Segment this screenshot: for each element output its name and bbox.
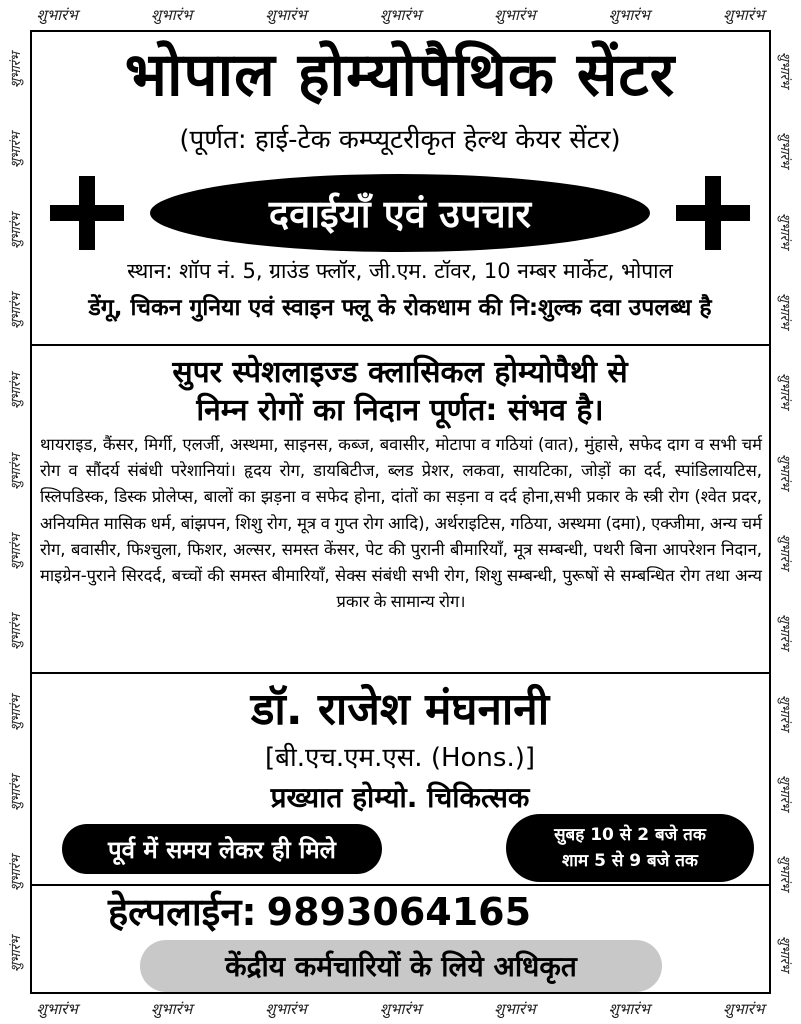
helpline-label: हेल्पलाईन: — [108, 890, 257, 934]
medicine-banner: दवाईयाँ एवं उपचार — [150, 174, 650, 252]
doctor-title: प्रख्यात होम्यो. चिकित्सक — [270, 781, 530, 814]
divider — [32, 344, 769, 346]
treatment-heading: सुपर स्पेशलाइज्ड क्लासिकल होम्योपैथी से निम्न रोगों का निदान पूर्णत: संभव है। — [172, 355, 628, 428]
border-top: शुभारंभ शुभारंभ शुभारंभ शुभारंभ शुभारंभ शुभारंभ शुभारंभ — [36, 6, 765, 24]
border-left: शुभारंभ शुभारंभ शुभारंभ शुभारंभ शुभारंभ शुभारंभ शुभारंभ शुभारंभ शुभारंभ शुभारंभ शुभारंभ शुभारंभ — [9, 52, 24, 972]
authorized-banner: केंद्रीय कर्मचारियों के लिये अधिकृत — [140, 940, 662, 992]
right-cross-icon — [676, 176, 750, 250]
evening-timing: शाम 5 से 9 बजे तक — [562, 851, 698, 871]
address: स्थान: शॉप नं. 5, ग्राउंड फ्लॉर, जी.एम. टॉवर, 10 नम्बर मार्केट, भोपाल — [127, 259, 673, 283]
left-cross-icon — [50, 176, 124, 250]
clinic-subtitle: (पूर्णत: हाई-टेक कम्प्यूटरीकृत हेल्थ केयर सेंटर) — [179, 125, 621, 155]
morning-timing: सुबह 10 से 2 बजे तक — [554, 825, 706, 845]
appointment-note: पूर्व में समय लेकर ही मिले — [62, 824, 382, 874]
divider — [32, 672, 769, 674]
doctor-name: डॉ. राजेश मंघनानी — [250, 684, 550, 735]
helpline — [108, 884, 708, 940]
doctor-degree: [बी.एच.एम.एस. (Hons.)] — [265, 743, 535, 773]
helpline-number: 9893064165 — [266, 890, 532, 934]
clinic-title: भोपाल होम्योपैथिक सेंटर — [124, 40, 676, 110]
clinic-timings — [506, 814, 754, 882]
disease-list: थायराइड, कैंसर, मिर्गी, एलर्जी, अस्थमा, साइनस, कब्ज, बवासीर, मोटापा व गठियां (वात), मुंहासे, सफेद दाग व सभी चर्म रोग व सौंदर्य संबंधी परेशानियां। हृदय रोग, डायबिटीज, ब्लड प्रेशर, लकवा, सायटिका, जोड़ों का दर्द, स्पांडिलायटिस, स्लिपडिस्क, डिस्क प्रोलेप्स, बालों का झड़ना व सफेद होना, दांतों का सड़ना व दर्द होना,सभी प्रकार के स्त्री रोग (श्वेत प्रदर, अनियमित मासिक धर्म, बांझपन, शिशु रोग, मूत्र व गुप्त रोग आदि), अर्थराइटिस, गठिया, अस्थमा (दमा), एक्जीमा, अन्य चर्म रोग, बवासीर, फिश्चुला, फिशर, अल्सर, समस्त केंसर, पेट की पुरानी बीमारियाँ, मूत्र सम्बन्धी, पथरी बिना आपरेशन निदान, माइग्रेन-पुराने सिरदर्द, बच्चों की समस्त बीमारियाँ, सेक्स संबंधी सभी रोग, शिशु सम्बन्धी, पुरूषों से सम्बन्धित रोग तथा अन्य प्रकार के सामान्य रोग। — [40, 435, 762, 612]
border-right: शुभारंभ शुभारंभ शुभारंभ शुभारंभ शुभारंभ शुभारंभ शुभारंभ शुभारंभ शुभारंभ शुभारंभ शुभारंभ शुभारंभ — [777, 52, 792, 972]
border-bottom: शुभारंभ शुभारंभ शुभारंभ शुभारंभ शुभारंभ शुभारंभ शुभारंभ — [36, 1000, 765, 1018]
dengue-notice: डेंगू, चिकन गुनिया एवं स्वाइन फ्लू के रोकधाम की नि:शुल्क दवा उपलब्ध है — [88, 295, 712, 321]
